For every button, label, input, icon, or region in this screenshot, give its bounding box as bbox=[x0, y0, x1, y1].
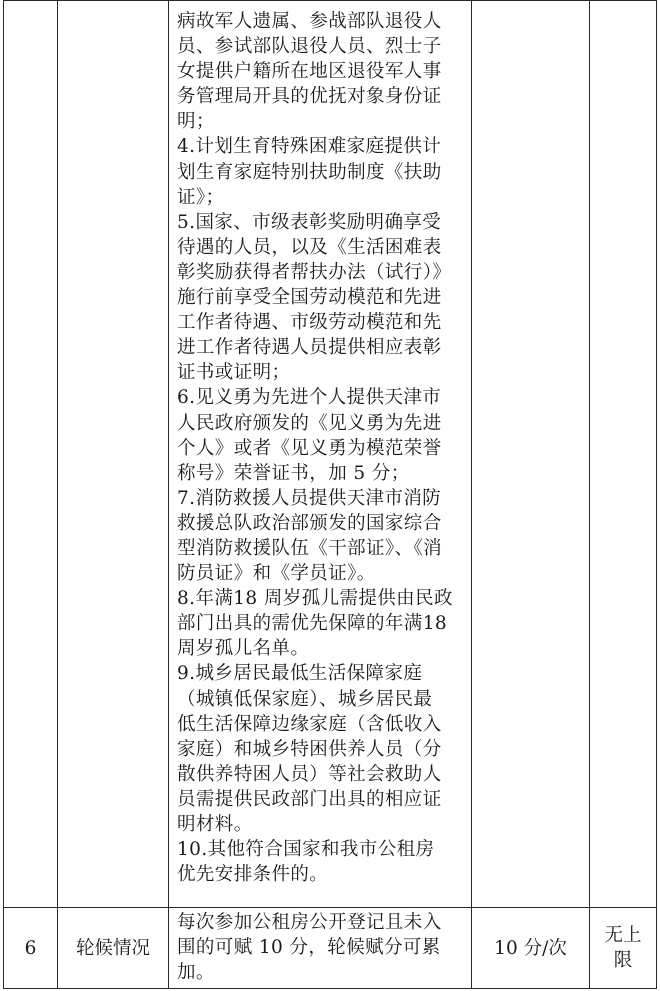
score-cell-empty bbox=[472, 1, 590, 908]
text-line: 施行前享受全国劳动模范和先进 bbox=[177, 287, 442, 309]
text-line: 围的可赋 10 分，轮候赋分可累 bbox=[177, 937, 441, 958]
scoring-table bbox=[3, 0, 657, 989]
text-line: 每次参加公租房公开登记且未入 bbox=[177, 912, 442, 933]
text-line: 证书或证明； bbox=[177, 362, 291, 384]
row-number: 6 bbox=[4, 908, 58, 989]
table-row-continued bbox=[4, 1, 657, 908]
text-line: 人民政府颁发的《见义勇为先进 bbox=[177, 412, 442, 434]
text-line: 优先安排条件的。 bbox=[177, 864, 329, 886]
text-line: 彰奖励获得者帮扶办法（试行）》 bbox=[177, 261, 452, 283]
text-line: 低生活保障边缘家庭（含低收入 bbox=[177, 713, 442, 735]
text-line: 7.消防救援人员提供天津市消防 bbox=[177, 487, 442, 509]
limit-value bbox=[590, 908, 657, 989]
text-line: 8.年满18 周岁孤儿需提供由民政 bbox=[177, 588, 453, 610]
description-cell bbox=[169, 1, 472, 908]
text-line: 散供养特困人员）等社会救助人 bbox=[177, 763, 442, 785]
text-line: （城镇低保家庭）、城乡居民最 bbox=[177, 688, 433, 710]
text-line: 待遇的人员，以及《生活困难表 bbox=[177, 236, 442, 258]
text-line: 10.其他符合国家和我市公租房 bbox=[177, 839, 435, 861]
text-line: 工作者待遇、市级劳动模范和先 bbox=[177, 312, 442, 334]
number-cell-empty bbox=[4, 1, 58, 908]
text-line: 个人》或者《见义勇为模范荣誉 bbox=[177, 437, 442, 459]
text-line: 防员证》和《学员证》。 bbox=[177, 563, 376, 585]
text-line: 5.国家、市级表彰奖励明确享受 bbox=[177, 211, 442, 233]
text-line: 划生育家庭特别扶助制度《扶助 bbox=[177, 161, 442, 183]
text-line: 女提供户籍所在地区退役军人事 bbox=[177, 61, 442, 83]
text-line: 务管理局开具的优抚对象身份证 bbox=[177, 86, 442, 108]
text-line: 6.见义勇为先进个人提供天津市 bbox=[177, 387, 442, 409]
text-line: 9.城乡居民最低生活保障家庭 bbox=[177, 663, 423, 685]
text-line: 进工作者待遇人员提供相应表彰 bbox=[177, 337, 442, 359]
text-line: 病故军人遗属、参战部队退役人 bbox=[177, 11, 442, 32]
item-cell-empty bbox=[58, 1, 169, 908]
text-line: 证》； bbox=[177, 186, 225, 208]
limit-cell-empty bbox=[590, 1, 657, 908]
item-name: 轮候情况 bbox=[58, 908, 169, 989]
text-line: 无上 bbox=[604, 925, 642, 946]
text-line: 明； bbox=[177, 111, 215, 133]
text-line: 周岁孤儿名单。 bbox=[177, 638, 310, 660]
text-line: 部门出具的需优先保障的年满18 bbox=[177, 613, 448, 635]
text-line: 称号》荣誉证书，加 5 分； bbox=[177, 462, 410, 484]
table-row-6 bbox=[4, 908, 657, 989]
text-line: 明材料。 bbox=[177, 814, 253, 835]
description-text bbox=[169, 1, 471, 887]
text-line: 员需提供民政部门出具的相应证 bbox=[177, 788, 442, 810]
text-line: 4.计划生育特殊困难家庭提供计 bbox=[177, 136, 442, 158]
text-line: 员、参试部队退役人员、烈士子 bbox=[177, 36, 442, 58]
text-line: 救援总队政治部颁发的国家综合 bbox=[177, 512, 442, 534]
text-line: 家庭）和城乡特困供养人员（分 bbox=[177, 738, 442, 760]
description-text bbox=[169, 908, 471, 985]
text-line: 型消防救援队伍《干部证》、《消 bbox=[177, 537, 443, 559]
text-line: 加。 bbox=[177, 962, 215, 983]
score-value: 10 分/次 bbox=[472, 908, 590, 989]
description-cell bbox=[169, 908, 472, 989]
text-line: 限 bbox=[613, 950, 633, 971]
